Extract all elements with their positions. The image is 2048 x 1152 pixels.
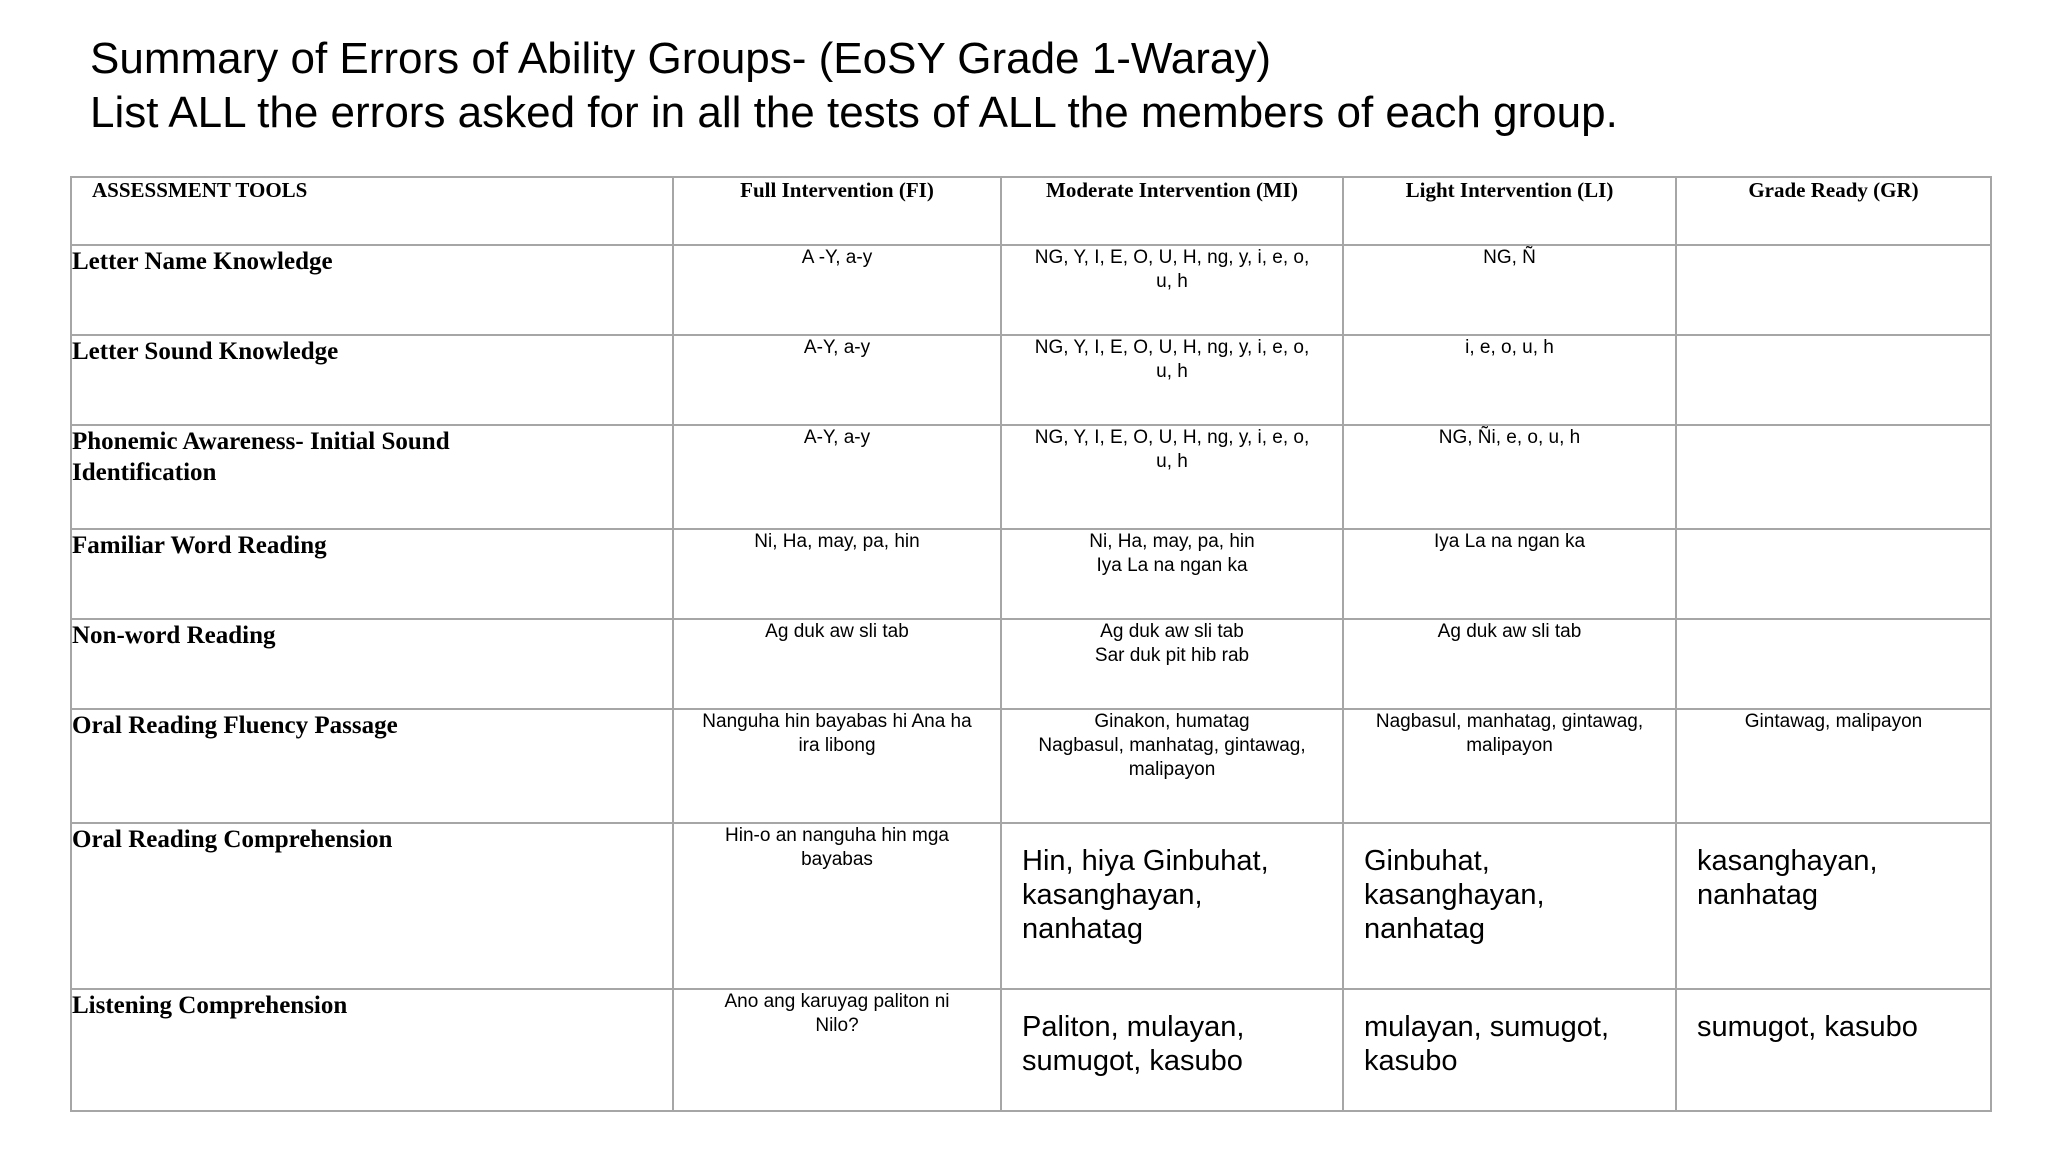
header-grade-ready: Grade Ready (GR): [1676, 177, 1991, 245]
cell-line: nanhatag: [1022, 913, 1143, 945]
row-label-line: Phonemic Awareness- Initial Sound: [72, 428, 450, 455]
row-label-letter-name-knowledge: Letter Name Knowledge: [71, 245, 673, 335]
cell-li: Iya La na ngan ka: [1343, 529, 1676, 619]
cell-line: Hin-o an nanguha hin mga: [725, 825, 949, 846]
table-row: [71, 619, 1991, 709]
table-row: [71, 989, 1991, 1111]
row-label-listening-comprehension: Listening Comprehension: [71, 989, 673, 1111]
cell-li: NG, Ñi, e, o, u, h: [1343, 425, 1676, 529]
header-light-intervention: Light Intervention (LI): [1343, 177, 1676, 245]
cell-line: u, h: [1156, 271, 1188, 292]
cell-li: i, e, o, u, h: [1343, 335, 1676, 425]
table-row: [71, 245, 1991, 335]
row-label-line: Identification: [72, 459, 217, 486]
table-row: [71, 425, 1991, 529]
cell-line: Nagbasul, manhatag, gintawag,: [1375, 711, 1644, 732]
cell-gr: [1676, 335, 1991, 425]
cell-line: mulayan, sumugot,: [1364, 1011, 1610, 1043]
cell-line: kasanghayan,: [1364, 879, 1545, 911]
cell-line: Paliton, mulayan,: [1022, 1011, 1245, 1043]
cell-fi: [673, 823, 1001, 989]
cell-li: [1343, 709, 1676, 823]
row-label-phonemic-awareness: [71, 425, 673, 529]
cell-mi: [1001, 335, 1343, 425]
cell-line: malipayon: [1128, 759, 1216, 780]
row-label-letter-sound-knowledge: Letter Sound Knowledge: [71, 335, 673, 425]
cell-line: Nanguha hin bayabas hi Ana ha: [702, 711, 972, 732]
cell-li: Ag duk aw sli tab: [1343, 619, 1676, 709]
cell-fi: [673, 989, 1001, 1111]
row-label-familiar-word-reading: Familiar Word Reading: [71, 529, 673, 619]
cell-fi: A-Y, a-y: [673, 335, 1001, 425]
cell-mi: [1001, 245, 1343, 335]
cell-line: u, h: [1156, 451, 1188, 472]
header-moderate-intervention: Moderate Intervention (MI): [1001, 177, 1343, 245]
cell-gr: [1676, 425, 1991, 529]
cell-line: kasubo: [1364, 1045, 1458, 1077]
cell-line: Ni, Ha, may, pa, hin: [1089, 531, 1255, 552]
table-row: [71, 529, 1991, 619]
row-label-oral-reading-fluency: Oral Reading Fluency Passage: [71, 709, 673, 823]
cell-line: Ag duk aw sli tab: [1100, 621, 1244, 642]
cell-line: Nagbasul, manhatag, gintawag,: [1038, 735, 1306, 756]
cell-line: kasanghayan,: [1022, 879, 1203, 911]
cell-line: kasanghayan,: [1697, 845, 1878, 877]
cell-line: Sar duk pit hib rab: [1094, 645, 1250, 666]
cell-fi: [673, 709, 1001, 823]
cell-fi: A -Y, a-y: [673, 245, 1001, 335]
table-row: [71, 823, 1991, 989]
cell-line: nanhatag: [1364, 913, 1485, 945]
table-header-row: [71, 177, 1991, 245]
cell-line: u, h: [1156, 361, 1188, 382]
cell-line: Hin, hiya Ginbuhat,: [1022, 845, 1269, 877]
cell-fi: A-Y, a-y: [673, 425, 1001, 529]
table-row: [71, 709, 1991, 823]
cell-mi: [1001, 529, 1343, 619]
page-title: [90, 32, 1618, 140]
cell-line: nanhatag: [1697, 879, 1818, 911]
cell-line: malipayon: [1466, 735, 1553, 756]
title-line-2: List ALL the errors asked for in all the tests of ALL the members of each group.: [90, 88, 1618, 137]
cell-li: [1343, 989, 1676, 1111]
cell-li: [1343, 823, 1676, 989]
cell-li: NG, Ñ: [1343, 245, 1676, 335]
cell-mi: [1001, 823, 1343, 989]
cell-line: Ano ang karuyag paliton ni: [724, 991, 950, 1012]
cell-fi: Ag duk aw sli tab: [673, 619, 1001, 709]
cell-line: NG, Y, I, E, O, U, H, ng, y, i, e, o,: [1034, 247, 1310, 268]
table-row: [71, 335, 1991, 425]
errors-summary-table: [70, 176, 1992, 1112]
header-assessment-tools: ASSESSMENT TOOLS: [71, 177, 673, 245]
cell-line: Iya La na ngan ka: [1096, 555, 1248, 576]
cell-gr: [1676, 245, 1991, 335]
cell-line: NG, Y, I, E, O, U, H, ng, y, i, e, o,: [1034, 337, 1310, 358]
cell-mi: [1001, 619, 1343, 709]
cell-mi: [1001, 989, 1343, 1111]
cell-line: Ginbuhat,: [1364, 845, 1490, 877]
row-label-oral-reading-comprehension: Oral Reading Comprehension: [71, 823, 673, 989]
row-label-non-word-reading: Non-word Reading: [71, 619, 673, 709]
title-line-1: Summary of Errors of Ability Groups- (EoSY Grade 1-Waray): [90, 34, 1272, 83]
cell-gr: [1676, 619, 1991, 709]
cell-line: NG, Y, I, E, O, U, H, ng, y, i, e, o,: [1034, 427, 1310, 448]
cell-line: Nilo?: [815, 1015, 859, 1036]
cell-line: ira libong: [798, 735, 876, 756]
cell-line: sumugot, kasubo: [1022, 1045, 1243, 1077]
cell-mi: [1001, 425, 1343, 529]
cell-gr: Gintawag, malipayon: [1676, 709, 1991, 823]
header-full-intervention: Full Intervention (FI): [673, 177, 1001, 245]
cell-line: Ginakon, humatag: [1094, 711, 1250, 732]
cell-fi: Ni, Ha, may, pa, hin: [673, 529, 1001, 619]
cell-gr: [1676, 529, 1991, 619]
cell-mi: [1001, 709, 1343, 823]
cell-line: bayabas: [801, 849, 873, 870]
cell-gr: sumugot, kasubo: [1676, 989, 1991, 1111]
cell-gr: [1676, 823, 1991, 989]
